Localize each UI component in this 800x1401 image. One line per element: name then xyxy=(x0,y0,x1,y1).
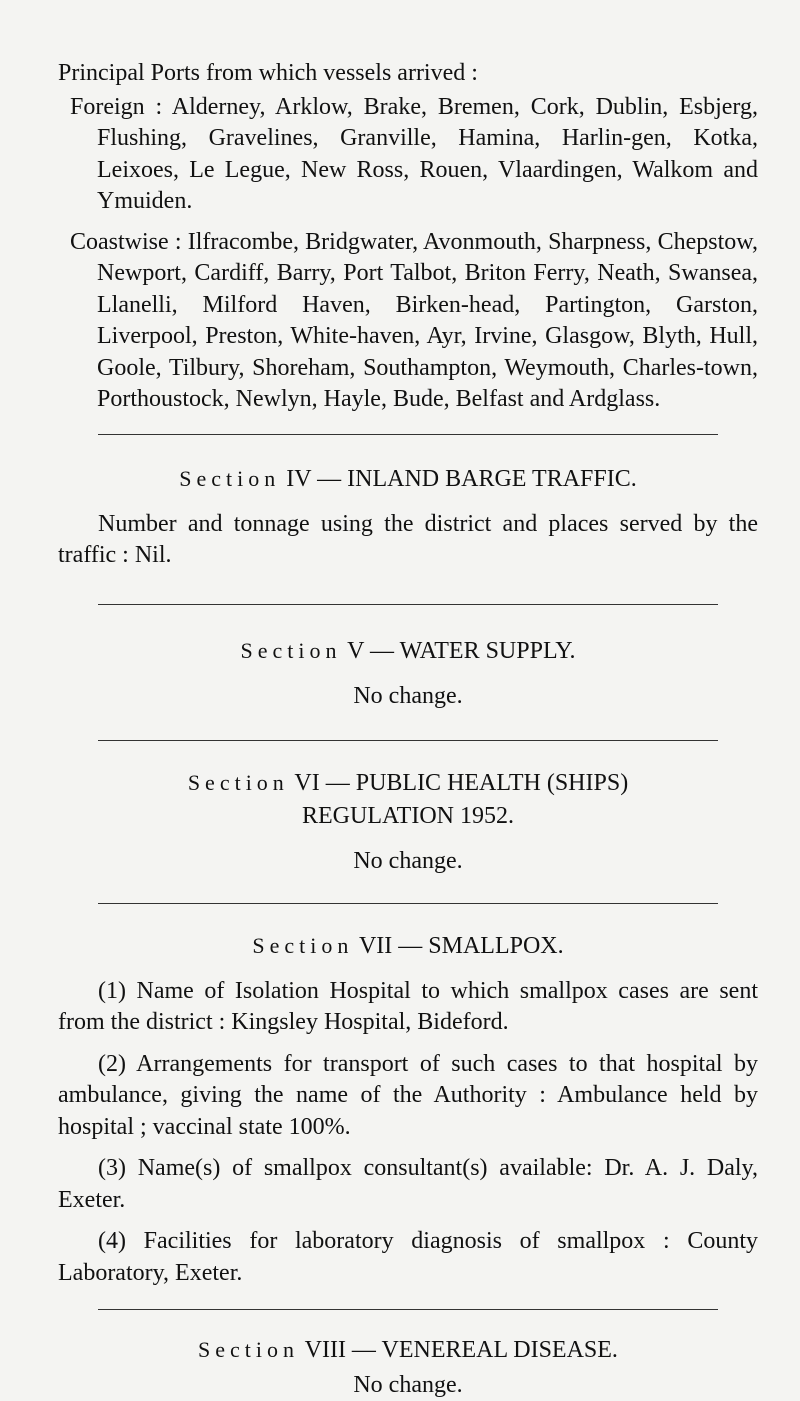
section-iv-title: IV — INLAND BARGE TRAFFIC. xyxy=(286,465,637,492)
document-page xyxy=(58,58,758,1401)
smallpox-item-4: (4) Facilities for laboratory diagnosis of smallpox : County Laboratory, Exeter. xyxy=(58,1228,758,1286)
section-v-heading xyxy=(58,635,758,667)
coastwise-ports-paragraph xyxy=(70,227,758,416)
section-word: Section xyxy=(252,932,354,958)
divider xyxy=(98,434,718,435)
section-viii-text: No change. xyxy=(353,1372,463,1398)
divider xyxy=(98,1309,718,1310)
divider xyxy=(98,903,718,904)
foreign-ports-paragraph xyxy=(70,92,758,218)
section-iv-heading xyxy=(58,463,758,495)
section-word: Section xyxy=(198,1337,300,1362)
divider xyxy=(98,604,718,605)
section-vi-text: No change. xyxy=(353,847,463,874)
section-vi-heading xyxy=(58,767,758,799)
section-vii-title: VII — SMALLPOX. xyxy=(358,932,564,959)
divider xyxy=(98,740,718,741)
section-vi-title: VI — PUBLIC HEALTH (SHIPS) xyxy=(294,769,629,796)
section-vi-title-line2: REGULATION 1952. xyxy=(302,802,514,829)
section-viii-title: VIII — VENEREAL DISEASE. xyxy=(304,1337,618,1363)
coastwise-ports-list: Ilfracombe, Bridgwater, Avonmouth, Sharpness, Chepstow, Newport, Cardiff, Barry, Port Talbot, Briton Ferry, Neath, Swansea, Llanelli, Milford Haven, Birken-head, Partington, Garston, Liverpool, Preston, White-haven, Ayr, Irvine, Glasgow, Blyth, Hull, Goole, Tilbury, Shoreham, Southampton, Weymouth, Charles-town, Porthoustock, Newlyn, Hayle, Bude, Belfast and Ardglass. xyxy=(97,228,759,412)
coastwise-label: Coastwise : xyxy=(70,228,182,255)
smallpox-item-3: (3) Name(s) of smallpox consultant(s) available: Dr. A. J. Daly, Exeter. xyxy=(58,1155,758,1213)
section-iv-text: Number and tonnage using the district and places served by the traffic : Nil. xyxy=(58,510,758,568)
foreign-label: Foreign : xyxy=(70,93,163,120)
ports-heading: Principal Ports from which vessels arrived : xyxy=(58,60,478,86)
foreign-ports-list: Alderney, Arklow, Brake, Bremen, Cork, Dublin, Esbjerg, Flushing, Gravelines, Granville, Hamina, Harlin-gen, Kotka, Leixoes, Le Legue, New Ross, Rouen, Vlaardingen, Walkom and Ymuiden. xyxy=(97,93,758,214)
section-v-title: V — WATER SUPPLY. xyxy=(347,637,576,664)
section-v-text: No change. xyxy=(353,682,463,709)
section-word: Section xyxy=(179,465,281,491)
section-word: Section xyxy=(240,637,342,663)
section-word: Section xyxy=(187,769,289,795)
smallpox-item-1: (1) Name of Isolation Hospital to which smallpox cases are sent from the district : Kingsley Hospital, Bideford. xyxy=(58,977,758,1035)
section-vii-heading xyxy=(58,930,758,962)
section-viii-heading xyxy=(58,1334,758,1366)
smallpox-item-2: (2) Arrangements for transport of such cases to that hospital by ambulance, giving the name of the Authority : Ambulance held by hospital ; vaccinal state 100%. xyxy=(58,1050,758,1140)
